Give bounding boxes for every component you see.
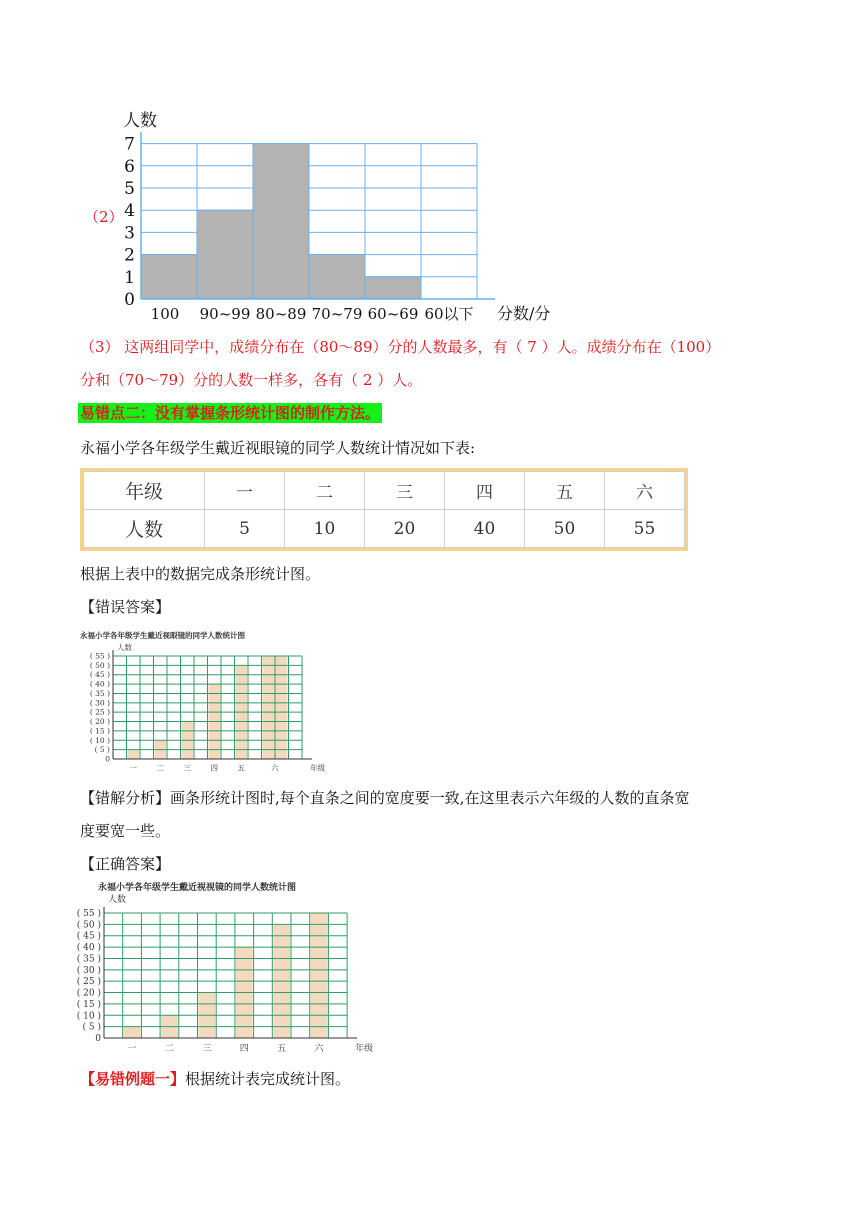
y-tick-label: 0	[124, 290, 135, 310]
y-tick-label: 1	[124, 267, 135, 288]
y-tick-label: ( 25 )	[76, 977, 101, 988]
y-tick-label: ( 10 )	[89, 735, 110, 745]
table-count-cell: 55	[605, 510, 685, 548]
table-grade-cell: 六	[605, 472, 685, 510]
instruction-text: 根据上表中的数据完成条形统计图。	[80, 565, 321, 583]
y-tick-label: 5	[124, 179, 135, 199]
table-grade-cell: 四	[445, 472, 525, 510]
analysis-label: 【错解分析】	[80, 789, 171, 807]
y-tick-label: ( 50 )	[76, 920, 101, 931]
x-tick-label: 四	[210, 763, 218, 773]
table-count-cell: 40	[445, 510, 525, 548]
x-tick-label: 四	[239, 1044, 249, 1054]
bar	[311, 913, 328, 1038]
x-tick-label: 三	[183, 763, 191, 773]
y-tick-label: 6	[124, 156, 135, 177]
error-point-title: 易错点二：没有掌握条形统计图的制作方法。	[80, 404, 381, 422]
y-tick-label: ( 10 )	[76, 1011, 101, 1022]
table-count-cell: 10	[285, 510, 365, 548]
y-tick-label: ( 45 )	[76, 931, 101, 942]
y-tick-label: 2	[124, 245, 135, 266]
example-text: 根据统计表完成统计图。	[185, 1070, 351, 1088]
table-count-cell: 50	[525, 510, 605, 548]
part3-line1: （3） 这两组同学中，成绩分布在（80～89）分的人数最多，有（ 7 ）人。成绩分布在（100）	[80, 338, 721, 356]
table-count-cell: 20	[365, 510, 445, 548]
x-tick-label: 二	[164, 1044, 174, 1054]
y-axis-label: 人数	[108, 895, 127, 905]
table-count-cell: 5	[205, 510, 285, 548]
y-tick-label: ( 5 )	[94, 745, 110, 755]
intro-text: 永福小学各年级学生戴近视眼镜的同学人数统计情况如下表:	[80, 439, 476, 457]
x-axis-label: 分数/分	[497, 304, 551, 323]
y-tick-label: 4	[124, 201, 135, 222]
score-histogram	[110, 100, 580, 330]
correct-answer-chart	[76, 878, 374, 1056]
x-tick-label: 80~89	[255, 305, 307, 323]
bar	[128, 750, 140, 759]
y-tick-label: ( 15 )	[76, 999, 101, 1010]
x-tick-label: 60~69	[367, 305, 419, 323]
y-tick-label: ( 30 )	[89, 698, 110, 708]
table-grade-cell: 三	[365, 472, 445, 510]
chart-title: 永福小学各年级学生戴近视眼镜的同学人数统计图	[80, 631, 245, 640]
y-tick-label: ( 40 )	[89, 679, 110, 689]
analysis-line1	[80, 787, 690, 809]
correct-answer-label: 【正确答案】	[80, 855, 171, 873]
x-tick-label: 五	[277, 1044, 287, 1054]
x-tick-label: 六	[271, 763, 279, 773]
x-tick-label: 二	[156, 763, 164, 773]
histogram-bar	[253, 144, 309, 299]
y-tick-label: ( 5 )	[82, 1022, 101, 1033]
grade-table-frame	[80, 468, 688, 551]
y-tick-label: ( 15 )	[89, 726, 110, 736]
y-tick-label: 0	[95, 1034, 101, 1044]
y-tick-label: ( 35 )	[76, 954, 101, 965]
y-tick-label: ( 20 )	[89, 717, 110, 727]
example-line	[80, 1068, 350, 1090]
x-tick-label: 60以下	[424, 305, 474, 323]
table-grade-cell: 五	[525, 472, 605, 510]
histogram-bar	[197, 210, 253, 299]
y-tick-label: ( 45 )	[89, 670, 110, 680]
table-header-label: 年级	[84, 472, 205, 510]
table-grade-cell: 一	[205, 472, 285, 510]
histogram-bar	[309, 255, 365, 299]
x-tick-label: 三	[202, 1044, 212, 1054]
y-tick-label: ( 40 )	[76, 943, 101, 954]
y-tick-label: ( 35 )	[89, 688, 110, 698]
y-tick-label: ( 30 )	[76, 965, 101, 976]
x-axis-label: 年级	[310, 763, 325, 773]
y-tick-label: 0	[105, 754, 110, 764]
x-tick-label: 90~99	[199, 305, 251, 323]
part3-line2: 分和（70～79）分的人数一样多，各有（ 2 ）人。	[80, 371, 423, 389]
example-label: 【易错例题一】	[80, 1070, 186, 1088]
wrong-answer-chart	[80, 626, 350, 776]
x-tick-label: 六	[314, 1044, 324, 1054]
y-tick-label: ( 55 )	[76, 909, 101, 919]
analysis-text: 画条形统计图时,每个直条之间的宽度要一致,在这里表示六年级的人数的直条宽	[170, 789, 690, 807]
y-tick-label: ( 25 )	[89, 707, 110, 717]
histogram-bar	[141, 255, 197, 299]
x-tick-label: 100	[150, 305, 180, 323]
chart-title: 永福小学各年级学生戴近视视镜的同学人数统计图	[98, 883, 297, 893]
y-tick-label: ( 50 )	[89, 660, 110, 670]
y-axis-label: 人数	[117, 643, 132, 652]
x-tick-label: 70~79	[311, 305, 363, 323]
wrong-answer-label: 【错误答案】	[80, 598, 171, 616]
part2-label: （2）	[84, 208, 124, 226]
x-axis-label: 年级	[355, 1044, 374, 1054]
y-tick-label: ( 55 )	[89, 651, 110, 661]
bar	[124, 1027, 141, 1038]
histogram-bar	[365, 277, 421, 299]
y-tick-label: ( 20 )	[76, 988, 101, 999]
x-tick-label: 五	[237, 763, 245, 773]
table-value-label: 人数	[84, 510, 205, 548]
x-tick-label: 一	[127, 1044, 137, 1054]
y-tick-label: 3	[124, 223, 135, 244]
table-grade-cell: 二	[285, 472, 365, 510]
grade-table	[83, 471, 685, 548]
y-axis-label: 人数	[123, 111, 157, 131]
x-tick-label: 一	[129, 763, 137, 773]
analysis-line2: 度要宽一些。	[80, 822, 171, 840]
y-tick-label: 7	[124, 134, 135, 155]
